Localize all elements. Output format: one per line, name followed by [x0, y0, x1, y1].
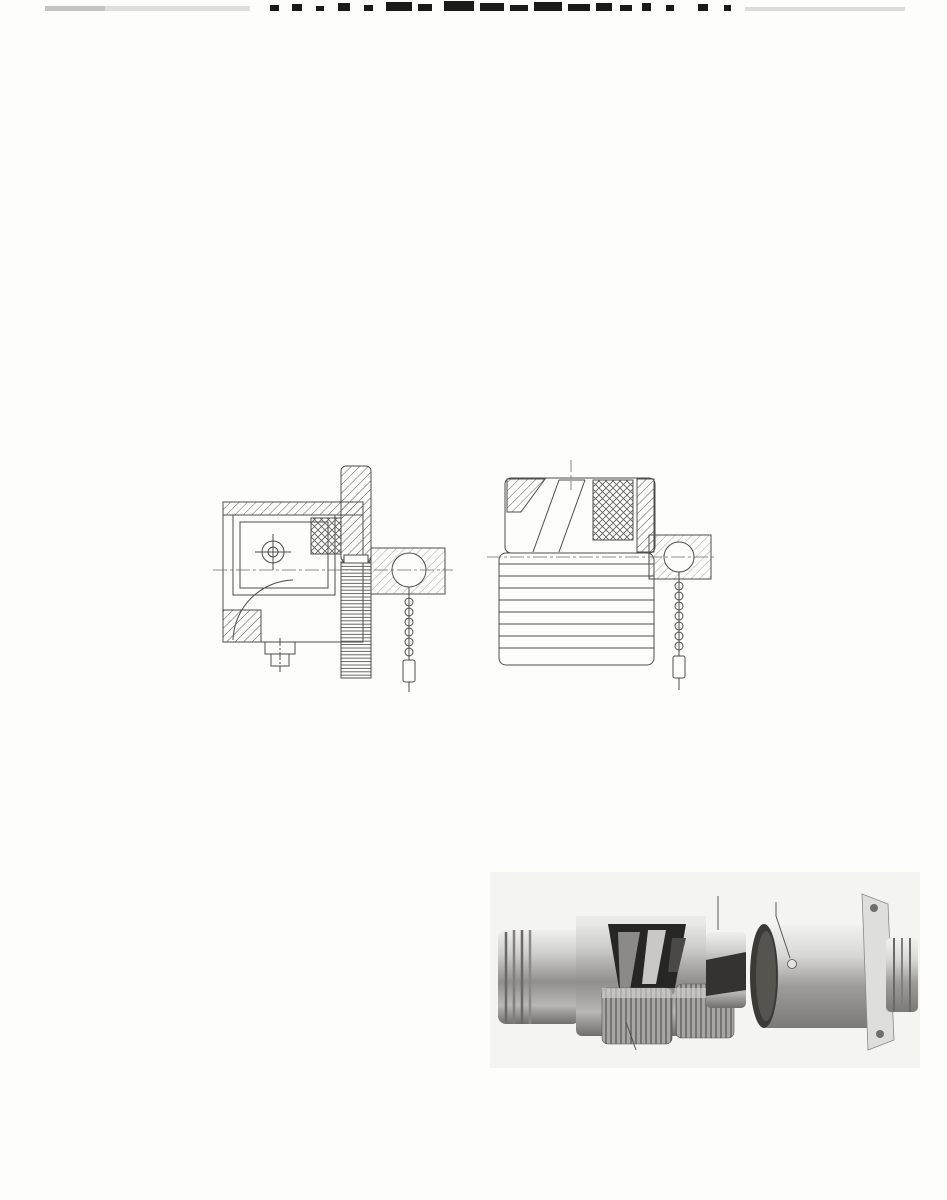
connector-photo [490, 872, 920, 1068]
dust-cap-drawing-right [487, 460, 715, 702]
header-rule-left [45, 6, 250, 11]
cutoff-title-fragment [268, 0, 768, 13]
dust-cap-drawing-left [213, 460, 453, 702]
header-rule-right [745, 7, 905, 11]
